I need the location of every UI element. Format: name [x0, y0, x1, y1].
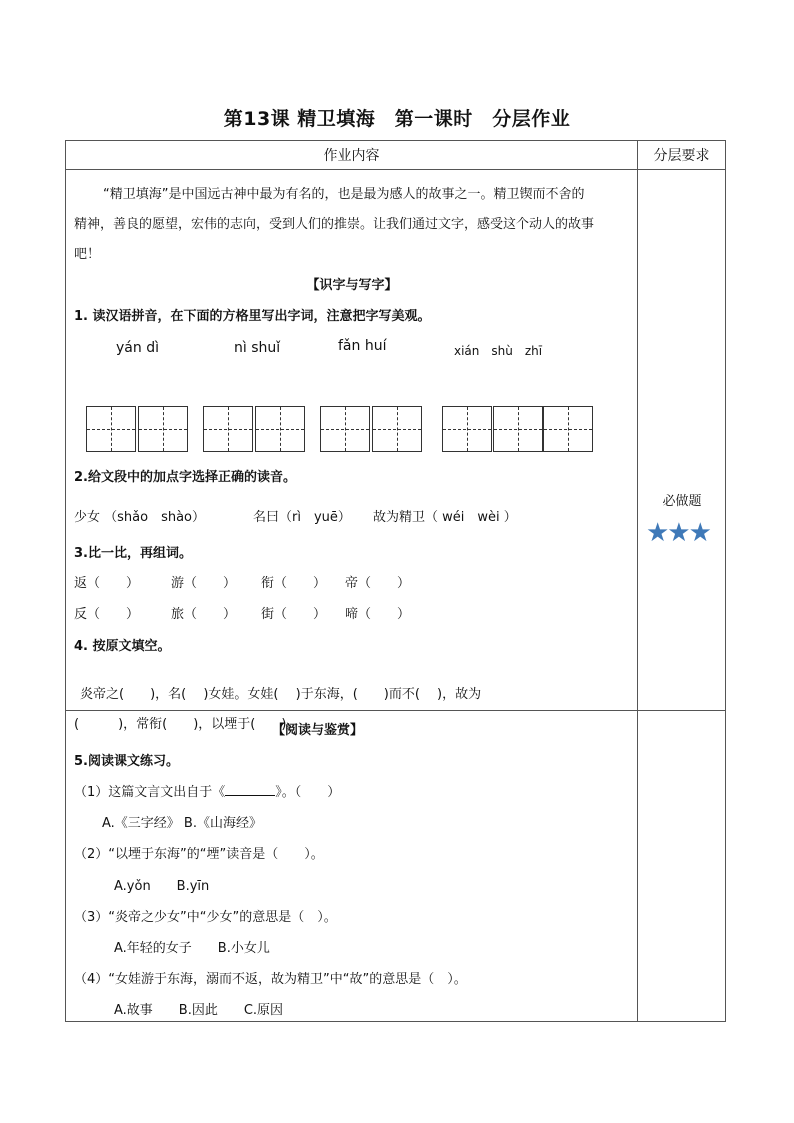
section-row-2 [66, 711, 726, 1022]
question-2: 2.给文段中的加点字选择正确的读音。 [74, 470, 296, 485]
q5-item-4: （4）“女娃游于东海，溺而不返，故为精卫”中“故”的意思是（ ）。 [74, 972, 467, 987]
section2-content [66, 711, 637, 1021]
question-4: 4. 按原文填空。 [74, 639, 171, 654]
q3-r2-c3: 街（ ） [261, 607, 327, 622]
tianzige-box[interactable] [203, 406, 253, 452]
table-header-row [66, 141, 726, 170]
q5-item-3-options: A.年轻的女子 B.小女儿 [114, 941, 270, 956]
q3-r1-c3: 衔（ ） [261, 576, 327, 591]
pinyin-1: yán dì [116, 340, 159, 356]
q5-item-2-options: A.yǒn B.yīn [114, 879, 210, 894]
q5-item-4-options: A.故事 B.因此 C.原因 [114, 1003, 284, 1018]
intro-line-2: 精神，善良的愿望，宏伟的志向，受到人们的推崇。让我们通过文字，感受这个动人的故事 [74, 217, 595, 232]
q5-item-1-options: A.《三字经》 B.《山海经》 [102, 816, 262, 831]
q5-item-2: （2）“以堙于东海”的“堙”读音是（ ）。 [74, 847, 324, 862]
tianzige-box[interactable] [372, 406, 422, 452]
header-level: 分层要求 [638, 141, 726, 170]
q4-line-2: ( )，常衔( )，以堙于( )。 [74, 717, 300, 732]
question-5: 5.阅读课文练习。 [74, 754, 179, 769]
tianzige-box[interactable] [86, 406, 136, 452]
intro-line-3: 吧！ [74, 247, 101, 262]
section-heading-writing: 【识字与写字】 [306, 278, 398, 293]
q5-item-3: （3）“炎帝之少女”中“少女”的意思是（ ）。 [74, 910, 337, 925]
tianzige-box[interactable] [138, 406, 188, 452]
question-3: 3.比一比，再组词。 [74, 546, 192, 561]
tianzige-box[interactable] [320, 406, 370, 452]
tianzige-box[interactable] [442, 406, 492, 452]
intro-line-1: “精卫填海”是中国远古神中最为有名的，也是最为感人的故事之一。精卫锲而不舍的 [103, 187, 585, 202]
section-row-1 [66, 170, 726, 711]
answer-blank[interactable] [225, 783, 275, 796]
q3-r1-c2: 游（ ） [171, 576, 237, 591]
q2-item-1: 少女 （shǎo shào） [74, 510, 205, 525]
pinyin-2: nì shuǐ [234, 340, 281, 356]
tianzige-box[interactable] [255, 406, 305, 452]
pinyin-4: xián shù zhī [454, 344, 543, 358]
q5-item-1-post: 》。（ ） [275, 785, 341, 800]
page-title: 第13课 精卫填海 第一课时 分层作业 [223, 108, 571, 130]
required-label: 必做题 [662, 494, 702, 509]
q3-r1-c4: 帝（ ） [345, 576, 411, 591]
tianzige-box[interactable] [493, 406, 543, 452]
star-rating: ★★★ [646, 518, 710, 548]
q3-r2-c1: 反（ ） [74, 607, 140, 622]
q3-r1-c1: 返（ ） [74, 576, 140, 591]
pinyin-3: fǎn huí [338, 338, 387, 354]
q5-item-1 [74, 781, 340, 800]
tianzige-box[interactable] [543, 406, 593, 452]
section-heading-reading: 【阅读与鉴赏】 [272, 723, 364, 738]
q4-line-1: 炎帝之( )，名( )女娃。女娃( )于东海，( )而不( )，故为 [80, 687, 482, 702]
q2-item-3: 故为精卫（ wéi wèi ） [373, 510, 517, 525]
level-cell [638, 170, 725, 710]
q5-item-1-pre: （1）这篇文言文出自于《 [74, 785, 226, 800]
q3-r2-c2: 旅（ ） [171, 607, 237, 622]
header-content: 作业内容 [66, 141, 638, 170]
q3-r2-c4: 啼（ ） [345, 607, 411, 622]
q2-item-2: 名曰（rì yuē） [253, 510, 351, 525]
homework-table [65, 140, 726, 1022]
question-1: 1. 读汉语拼音，在下面的方格里写出字词，注意把字写美观。 [74, 309, 431, 324]
